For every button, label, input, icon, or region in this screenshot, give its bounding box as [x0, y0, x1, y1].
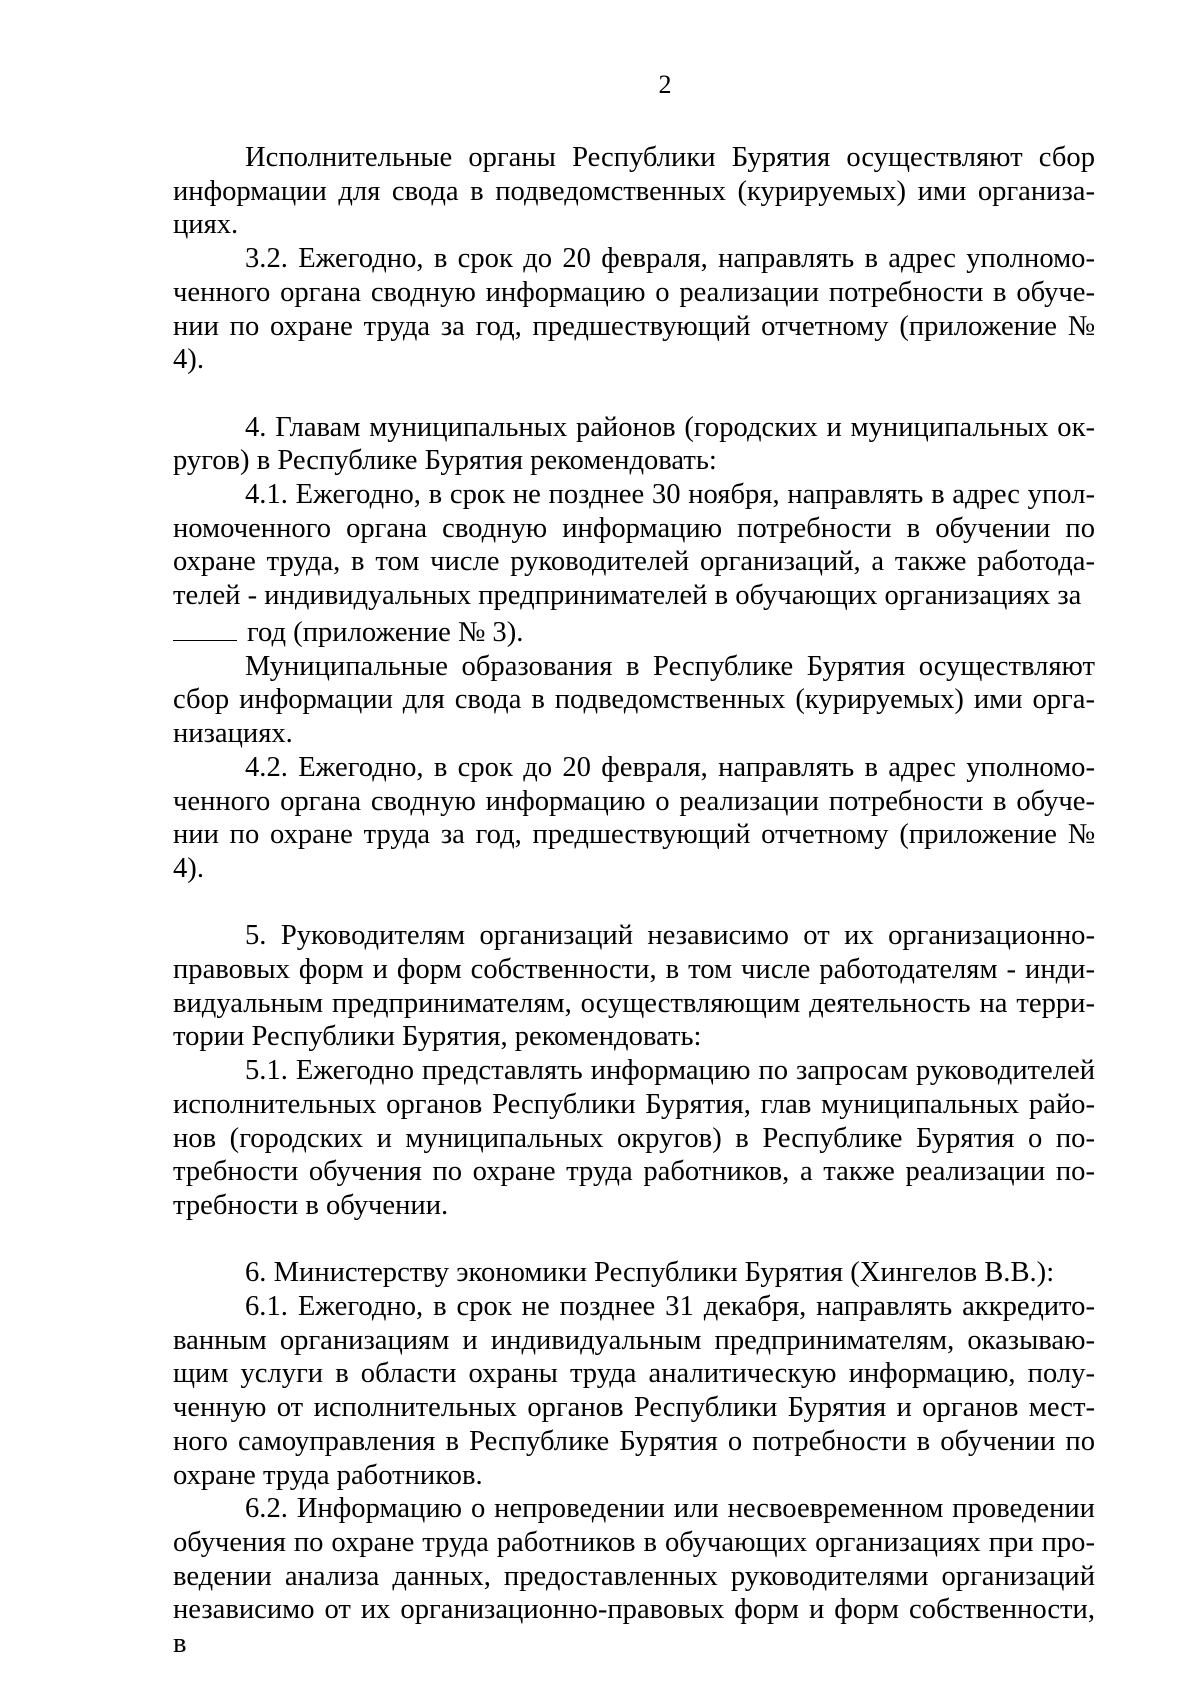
- page-number: 2: [658, 70, 672, 99]
- document-body: [173, 141, 1095, 1661]
- paragraph-4-1: 4.1. Ежегодно, в срок не позднее 30 ноября, направлять в адрес уполномоченного органа сводную информацию потребности в обучении по охране труда, в том числе руководителей организаций, а также работодателей - индивидуальных предпринимателей в обучающих организациях за: [173, 479, 1095, 612]
- paragraph-executive-bodies: Исполнительные органы Республики Бурятия осуществляют сбор информации для свода в подведомственных (курируемых) ими организациях.: [173, 142, 1095, 241]
- year-blank-line: [173, 613, 237, 641]
- paragraph-6-1: 6.1. Ежегодно, в срок не позднее 31 декабря, направлять аккредитованным организациям и индивидуальным предпринимателям, оказывающим услуги в области охраны труда аналитическую информацию, полученную от исполнительных органов Республики Бурятия и органов местного самоуправления в Республике Бурятия о потребности в обучении по охране труда работников.: [173, 1291, 1095, 1491]
- paragraph-4: 4. Главам муниципальных районов (городских и муниципальных округов) в Республике Бурятия рекомендовать:: [173, 411, 1095, 477]
- paragraph-6-2: 6.2. Информацию о непроведении или несвоевременном проведении обучения по охране труда работников в обучающих организациях при проведении анализа данных, предоставленных руководителями организаций независимо от их организационно-правовых форм и форм собственности, в: [173, 1493, 1095, 1660]
- paragraph-5-1: 5.1. Ежегодно представлять информацию по запросам руководителей исполнительных органов Республики Бурятия, глав муниципальных районов (городских и муниципальных округов) в Республике Бурятия о потребности обучения по охране труда работников, а также реализации потребности в обучении.: [173, 1055, 1095, 1221]
- paragraph-6: 6. Министерству экономики Республики Бурятия (Хингелов В.В.):: [245, 1257, 1055, 1289]
- paragraph-4-2: 4.2. Ежегодно, в срок до 20 февраля, направлять в адрес уполномоченного органа сводную информацию о реализации потребности в обучении по охране труда за год, предшествующий отчетному (приложение № 4).: [173, 751, 1095, 884]
- year-line-text: год (приложение № 3).: [247, 616, 524, 648]
- paragraph-3-2: 3.2. Ежегодно, в срок до 20 февраля, направлять в адрес уполномоченного органа сводную информацию о реализации потребности в обучении по охране труда за год, предшествующий отчетному (приложение № 4).: [173, 243, 1095, 376]
- paragraph-4-1-year-line: [173, 613, 1095, 650]
- paragraph-5: 5. Руководителям организаций независимо от их организационно-правовых форм и форм собственности, в том числе работодателям - индивидуальным предпринимателям, осуществляющим деятельность на территории Республики Бурятия, рекомендовать:: [173, 920, 1095, 1053]
- paragraph-municipal-formations: Муниципальные образования в Республике Бурятия осуществляют сбор информации для свода в подведомственных (курируемых) ими организациях.: [173, 650, 1095, 750]
